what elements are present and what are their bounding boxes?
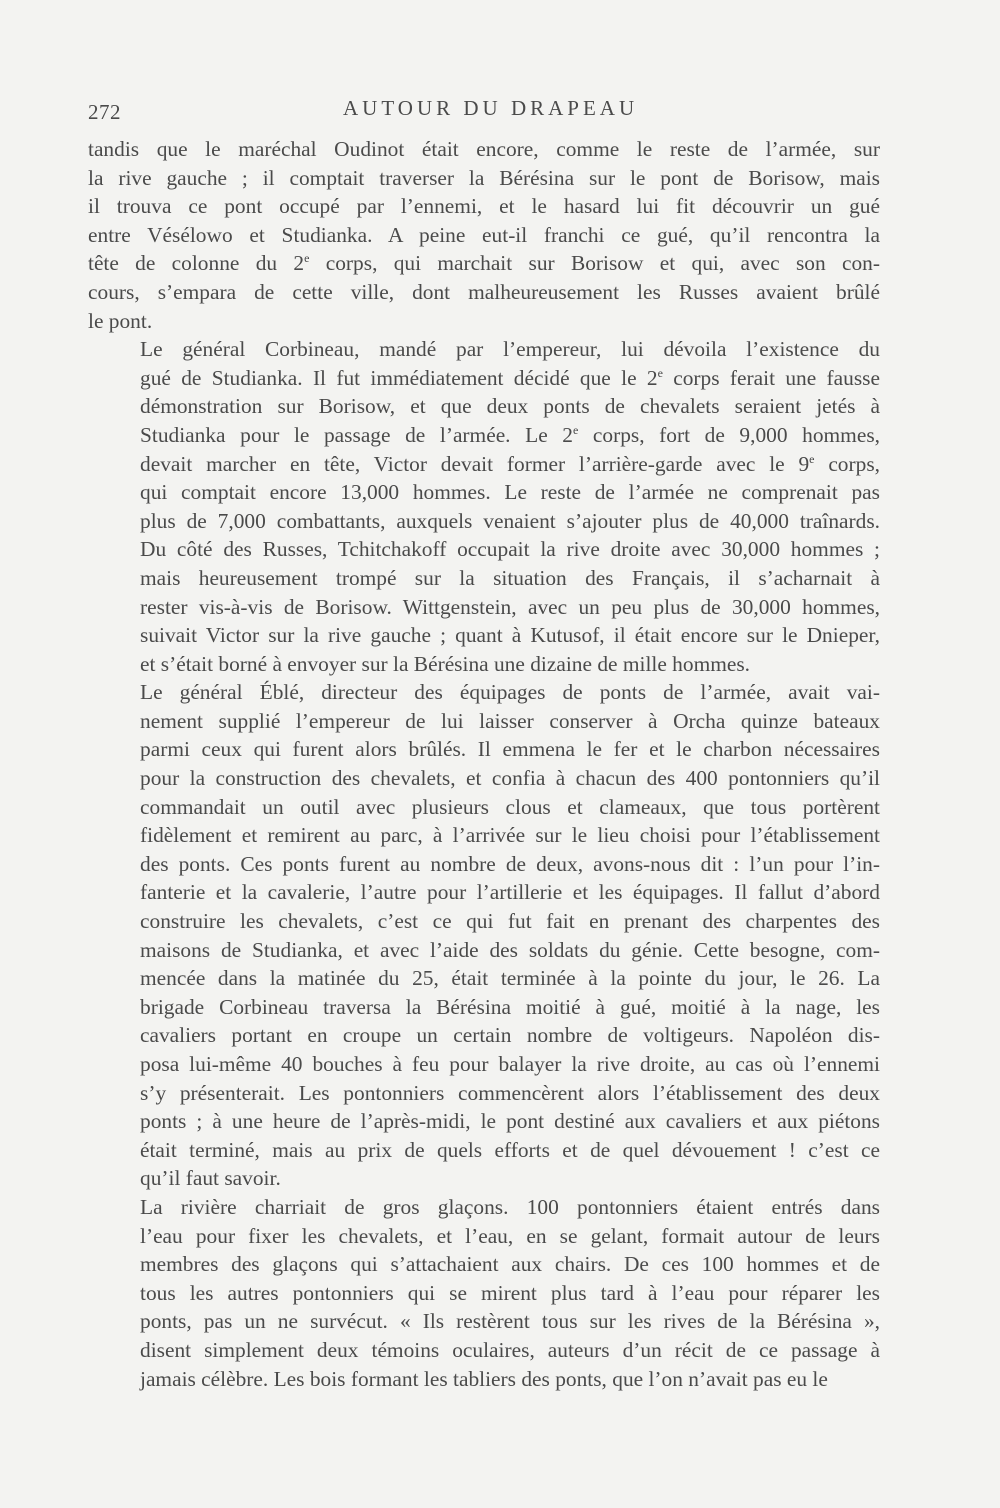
- text-line: tous les autres pontonniers qui se mirent plus tard à l’eau pour réparer les: [140, 1280, 880, 1305]
- text-line: fanterie et la cavalerie, l’autre pour l’artillerie et les équipages. Il fallut d’abord: [140, 880, 880, 905]
- text-line: entre Vésélowo et Studianka. A peine eut-il franchi ce gué, qu’il rencontra la: [88, 222, 880, 247]
- text-line: tandis que le maréchal Oudinot était encore, comme le reste de l’armée, sur: [88, 137, 880, 161]
- text-line: mais heureusement trompé sur la situation des Français, il s’acharnait à: [140, 565, 880, 590]
- text-line: l’eau pour fixer les chevalets, et l’eau, en se gelant, formait autour de leurs: [140, 1223, 880, 1248]
- body-text: [88, 135, 880, 1393]
- text-line: suivait Victor sur la rive gauche ; quant à Kutusof, il était encore sur le Dnieper,: [140, 623, 880, 648]
- text-line: le pont.: [88, 308, 153, 333]
- text-line: démonstration sur Borisow, et que deux ponts de chevalets seraient jetés à: [140, 394, 880, 419]
- text-line: plus de 7,000 combattants, auxquels venaient s’ajouter plus de 40,000 traînards.: [140, 508, 880, 533]
- text-line: et s’était borné à envoyer sur la Bérésina une dizaine de mille hommes.: [140, 651, 751, 676]
- text-line: s’y présenterait. Les pontonniers commencèrent alors l’établissement des deux: [140, 1080, 880, 1105]
- page-header: [88, 96, 888, 130]
- text-line: devait marcher en tête, Victor devait former l’arrière-garde avec le 9e corps,: [140, 451, 880, 476]
- text-line: fidèlement et remirent au parc, à l’arrivée sur le lieu choisi pour l’établissement: [140, 823, 880, 848]
- text-line: cavaliers portant en croupe un certain nombre de voltigeurs. Napoléon dis-: [140, 1023, 880, 1048]
- text-line: Le général Éblé, directeur des équipages de ponts de l’armée, avait vai-: [140, 680, 880, 705]
- text-line: construire les chevalets, c’est ce qui fut fait en prenant des charpentes des: [140, 909, 880, 934]
- text-line: maisons de Studianka, et avec l’aide des soldats du génie. Cette besogne, com-: [140, 937, 880, 962]
- text-line: parmi ceux qui furent alors brûlés. Il emmena le fer et le charbon nécessaires: [140, 737, 880, 762]
- text-line: rester vis-à-vis de Borisow. Wittgenstein, avec un peu plus de 30,000 hommes,: [140, 594, 880, 619]
- text-line: gué de Studianka. Il fut immédiatement décidé que le 2e corps ferait une fausse: [140, 365, 881, 390]
- text-line: brigade Corbineau traversa la Bérésina moitié à gué, moitié à la nage, les: [140, 994, 880, 1019]
- text-line: tête de colonne du 2e corps, qui marchait sur Borisow et qui, avec son con-: [88, 251, 880, 276]
- page-number: 272: [88, 100, 121, 124]
- text-line: qu’il faut savoir.: [140, 1166, 281, 1191]
- text-line: pour la construction des chevalets, et confia à chacun des 400 pontonniers qu’il: [140, 766, 880, 791]
- text-line: nement supplié l’empereur de lui laisser conserver à Orcha quinze bateaux: [140, 708, 880, 733]
- text-line: ponts, pas un ne survécut. « Ils restèrent tous sur les rives de la Bérésina »,: [140, 1309, 880, 1334]
- running-head: AUTOUR DU DRAPEAU: [343, 96, 639, 120]
- paragraph: [88, 335, 880, 678]
- text-line: jamais célèbre. Les bois formant les tabliers des ponts, que l’on n’avait pas eu le: [140, 1366, 828, 1391]
- text-line: ponts ; à une heure de l’après-midi, le pont destiné aux cavaliers et aux piétons: [140, 1109, 880, 1134]
- text-line: membres des glaçons qui s’attachaient aux chairs. De ces 100 hommes et de: [140, 1252, 880, 1277]
- text-line: Le général Corbineau, mandé par l’empereur, lui dévoila l’existence du: [140, 337, 880, 362]
- text-line: il trouva ce pont occupé par l’ennemi, et le hasard lui fit découvrir un gué: [88, 194, 880, 219]
- paragraph: [88, 1193, 880, 1393]
- text-line: disent simplement deux témoins oculaires, auteurs d’un récit de ce passage à: [140, 1337, 880, 1362]
- text-line: commandait un outil avec plusieurs clous et clameaux, que tous portèrent: [140, 794, 880, 819]
- text-line: cours, s’empara de cette ville, dont malheureusement les Russes avaient brûlé: [88, 279, 880, 304]
- text-line: Studianka pour le passage de l’armée. Le 2e corps, fort de 9,000 hommes,: [140, 422, 880, 447]
- paragraph: [88, 135, 880, 335]
- paragraph: [88, 678, 880, 1193]
- text-line: était terminé, mais au prix de quels efforts et de quel dévouement ! c’est ce: [140, 1137, 880, 1162]
- text-line: qui comptait encore 13,000 hommes. Le reste de l’armée ne comprenait pas: [140, 480, 880, 505]
- text-line: des ponts. Ces ponts furent au nombre de deux, avons-nous dit : l’un pour l’in-: [140, 851, 880, 876]
- text-line: la rive gauche ; il comptait traverser la Bérésina sur le pont de Borisow, mais: [88, 165, 880, 190]
- text-line: La rivière charriait de gros glaçons. 100 pontonniers étaient entrés dans: [140, 1194, 880, 1219]
- text-line: mencée dans la matinée du 25, était terminée à la pointe du jour, le 26. La: [140, 966, 880, 991]
- text-line: posa lui-même 40 bouches à feu pour balayer la rive droite, au cas où l’ennemi: [140, 1052, 880, 1076]
- text-line: Du côté des Russes, Tchitchakoff occupait la rive droite avec 30,000 hommes ;: [140, 537, 880, 562]
